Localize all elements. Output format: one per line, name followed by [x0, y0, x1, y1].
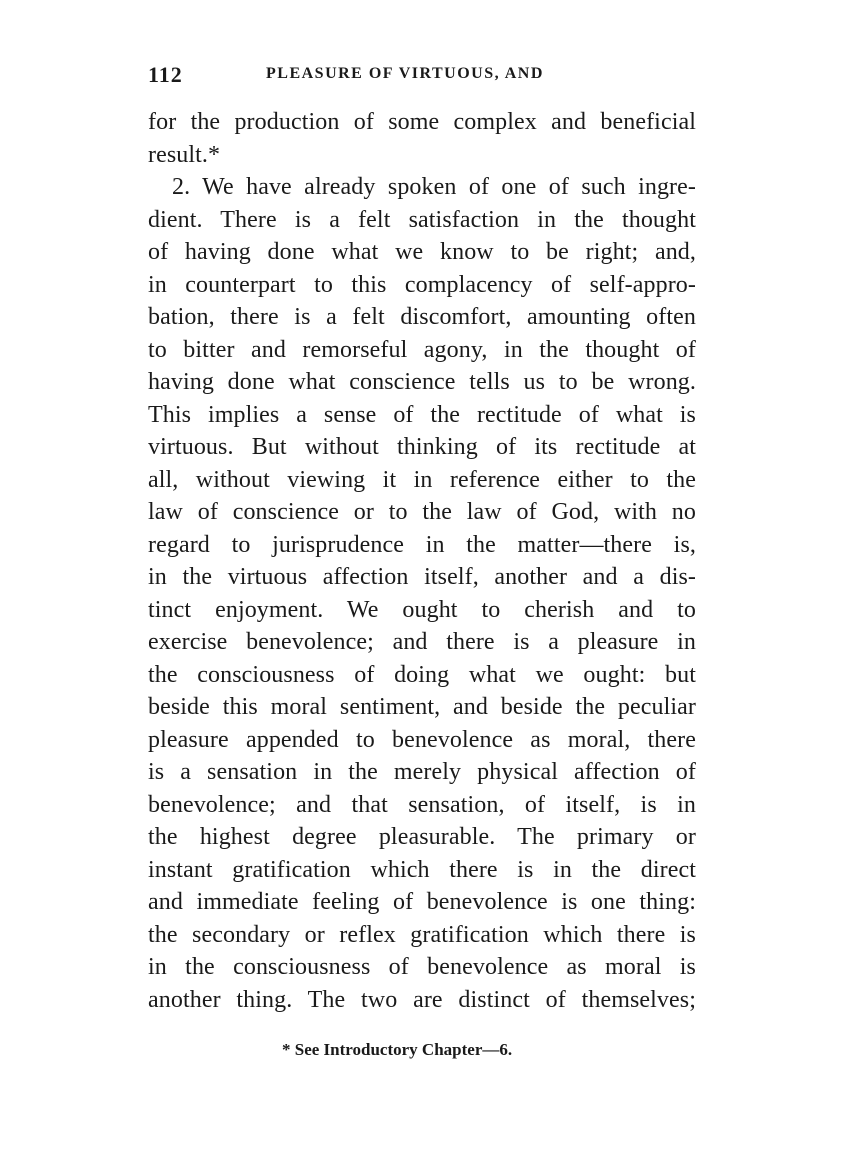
- text-line: 2. We have already spoken of one of such ingre-: [172, 174, 696, 200]
- text-line: having done what conscience tells us to be wrong.: [148, 369, 696, 395]
- text-line: pleasure appended to benevolence as moral, there: [148, 726, 696, 753]
- text-line: another thing. The two are distinct of themselves;: [148, 986, 696, 1013]
- text-line: in counterpart to this complacency of self-appro-: [148, 271, 696, 298]
- text-line: beside this moral sentiment, and beside the peculiar: [148, 694, 696, 720]
- text-line: dient. There is a felt satisfaction in the thought: [148, 206, 696, 233]
- text-line: exercise benevolence; and there is a pleasure in: [148, 629, 696, 655]
- text-line: of having done what we know to be right; and,: [148, 239, 696, 265]
- footnote: * See Introductory Chapter—6.: [282, 1040, 513, 1059]
- text-line: the consciousness of doing what we ought: but: [148, 661, 696, 688]
- text-line: law of conscience or to the law of God, with no: [148, 499, 696, 525]
- text-line: result.*: [148, 141, 221, 168]
- text-line: the secondary or reflex gratification which there is: [148, 921, 696, 948]
- running-title: PLEASURE OF VIRTUOUS, AND: [266, 65, 544, 82]
- text-line: tinct enjoyment. We ought to cherish and to: [148, 596, 696, 623]
- text-line: in the virtuous affection itself, another and a dis-: [148, 564, 696, 590]
- text-line: for the production of some complex and beneficial: [148, 109, 696, 135]
- running-head: [148, 62, 696, 92]
- text-line: and immediate feeling of benevolence is one thing:: [148, 889, 696, 915]
- text-line: is a sensation in the merely physical affection of: [148, 759, 696, 785]
- text-line: instant gratification which there is in the direct: [148, 856, 696, 883]
- text-line: all, without viewing it in reference either to the: [148, 466, 696, 493]
- text-line: bation, there is a felt discomfort, amounting often: [148, 304, 696, 330]
- text-line: in the consciousness of benevolence as moral is: [148, 954, 696, 980]
- text-line: virtuous. But without thinking of its rectitude at: [148, 434, 696, 460]
- body-text: [148, 106, 696, 1016]
- text-line: to bitter and remorseful agony, in the thought of: [148, 336, 696, 363]
- text-line: regard to jurisprudence in the matter—there is,: [148, 531, 696, 558]
- page-number: 112: [148, 62, 183, 87]
- text-line: benevolence; and that sensation, of itself, is in: [148, 791, 696, 818]
- text-line: This implies a sense of the rectitude of what is: [148, 401, 696, 428]
- text-line: the highest degree pleasurable. The primary or: [148, 824, 696, 850]
